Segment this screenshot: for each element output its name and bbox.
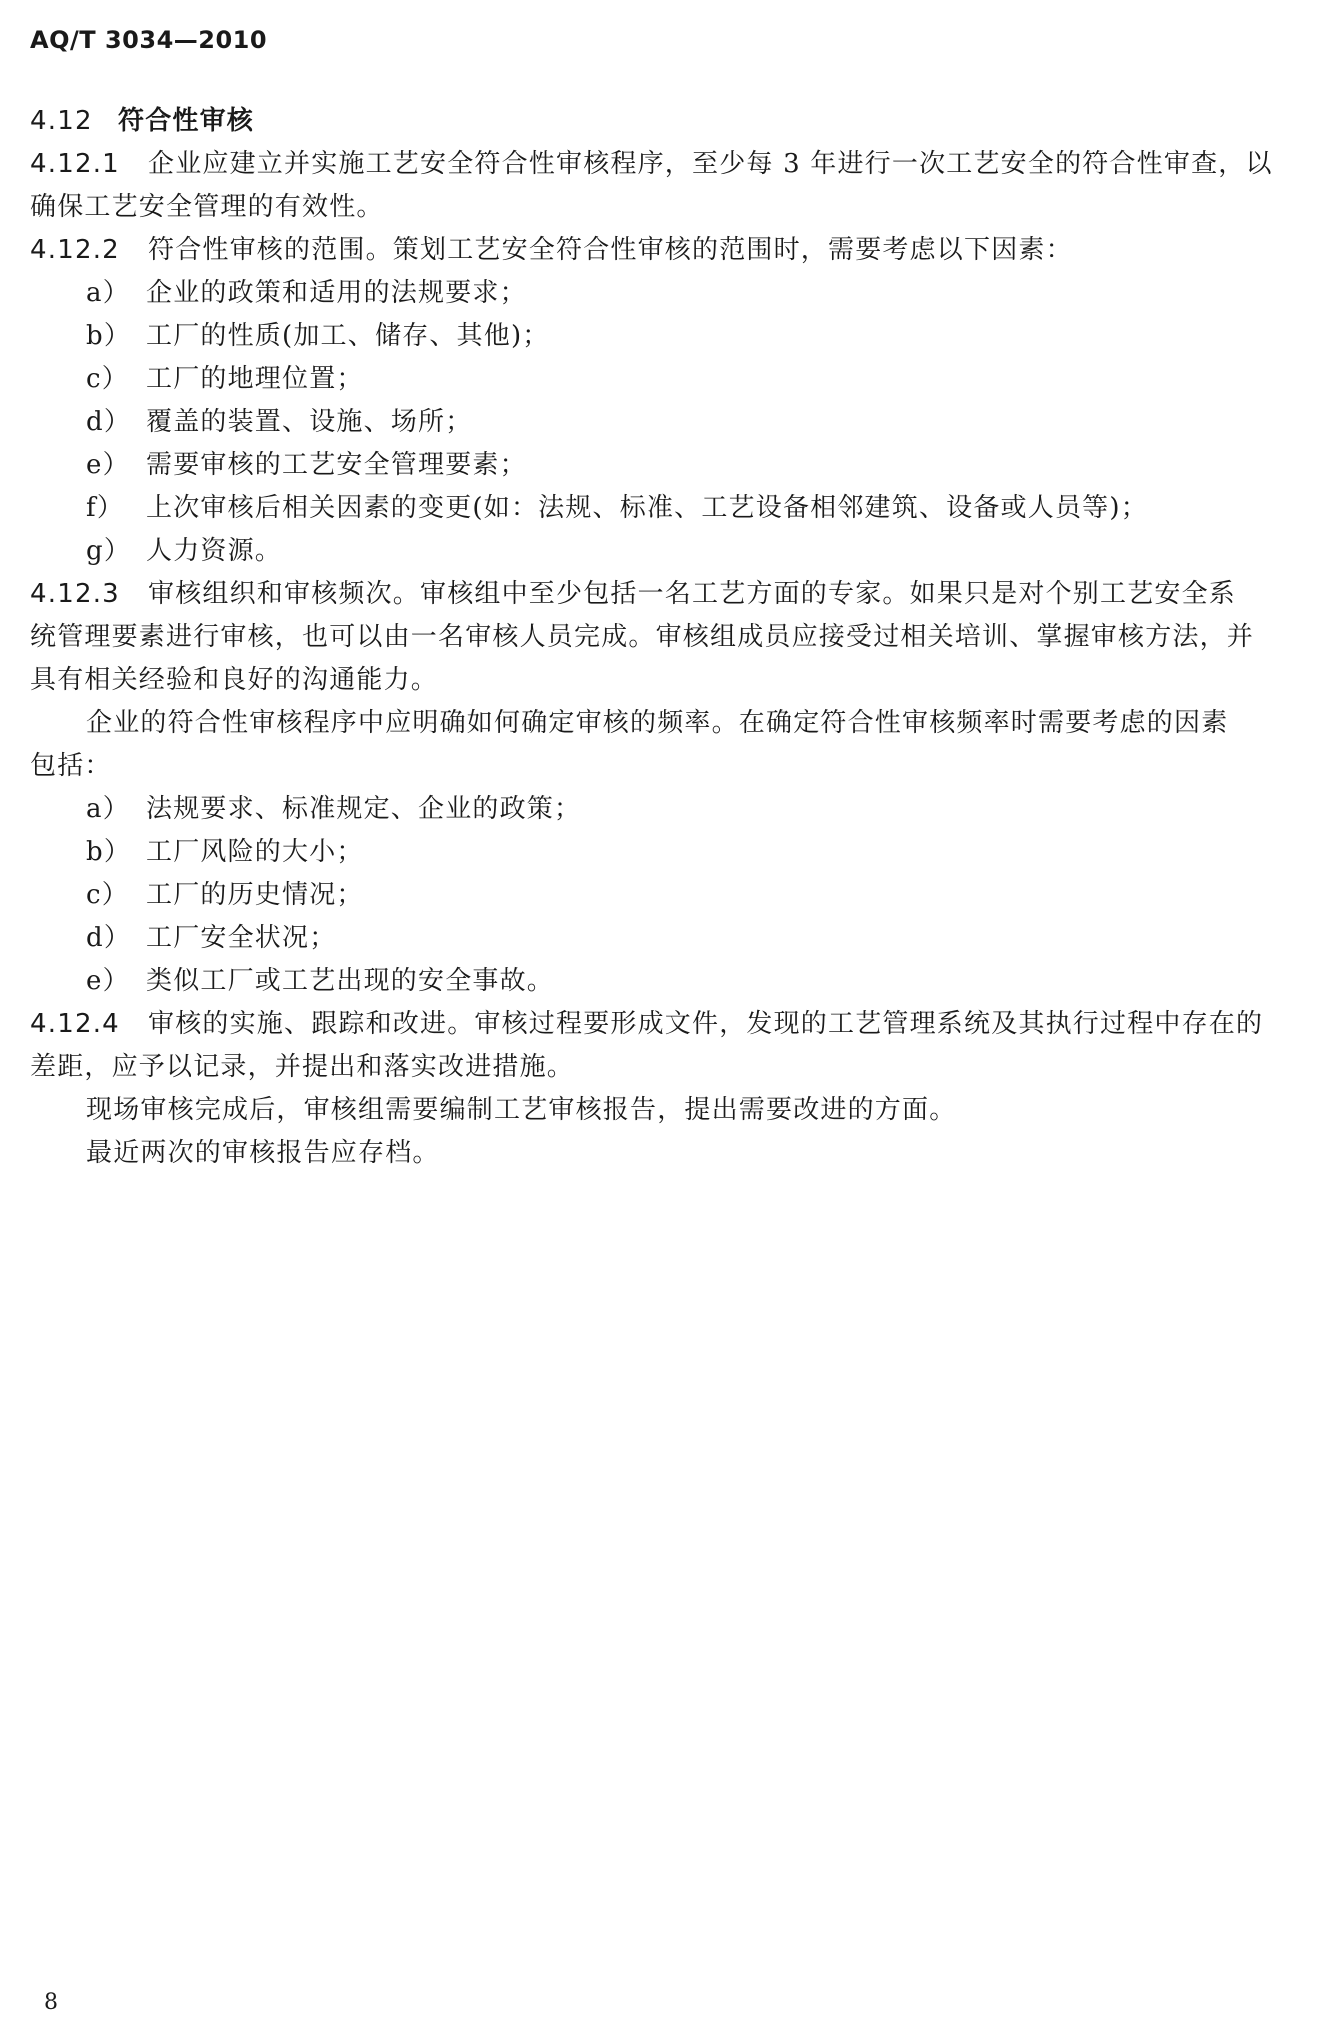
- list-item-text: 工厂的地理位置；: [146, 364, 364, 394]
- clause-number: 4.12.2: [30, 235, 120, 265]
- clause-4-12-1: [30, 143, 1308, 186]
- clause-number: 4.12.4: [30, 1009, 120, 1039]
- list-item: [30, 960, 1308, 1003]
- clause-text: 审核组织和审核频次。审核组中至少包括一名工艺方面的专家。如果只是对个别工艺安全系: [148, 579, 1237, 609]
- list-item-text: 工厂的性质(加工、储存、其他)；: [146, 321, 550, 351]
- list-item-text: 上次审核后相关因素的变更(如：法规、标准、工艺设备相邻建筑、设备或人员等)；: [146, 493, 1148, 523]
- clause-number: 4.12.1: [30, 149, 120, 179]
- list-item-label: e）: [86, 966, 130, 996]
- list-item-label: b）: [86, 837, 132, 867]
- list-item: [30, 831, 1308, 874]
- list-item: [30, 874, 1308, 917]
- clause-4-12-2: [30, 229, 1308, 272]
- clause-4-12-4: [30, 1003, 1308, 1046]
- list-item-label: g）: [86, 536, 132, 566]
- clause-text-continued: 确保工艺安全管理的有效性。: [30, 192, 384, 222]
- document-body: [30, 100, 1308, 1175]
- list-item-label: a）: [86, 278, 130, 308]
- list-item-text: 需要审核的工艺安全管理要素；: [146, 450, 527, 480]
- list-item-text: 企业的政策和适用的法规要求；: [146, 278, 527, 308]
- list-item-text: 类似工厂或工艺出现的安全事故。: [146, 966, 555, 996]
- list-item-label: f）: [86, 493, 125, 523]
- list-item: [30, 358, 1308, 401]
- page-number: 8: [44, 1990, 58, 2015]
- list-item-label: a）: [86, 794, 130, 824]
- list-item-label: c）: [86, 880, 129, 910]
- clause-text-continued: 差距，应予以记录，并提出和落实改进措施。: [30, 1052, 575, 1082]
- list-item-label: d）: [86, 923, 132, 953]
- clause-text-continued: 具有相关经验和良好的沟通能力。: [30, 665, 439, 695]
- list-item: [30, 917, 1308, 960]
- paragraph: 现场审核完成后，审核组需要编制工艺审核报告，提出需要改进的方面。: [86, 1095, 957, 1125]
- section-number: 4.12: [30, 106, 93, 136]
- list-item-text: 工厂风险的大小；: [146, 837, 364, 867]
- list-item-label: e）: [86, 450, 130, 480]
- list-item: [30, 487, 1308, 530]
- section-title: 符合性审核: [118, 106, 255, 136]
- paragraph-continued: 包括：: [30, 751, 112, 781]
- paragraph: 最近两次的审核报告应存档。: [86, 1138, 440, 1168]
- list-item-label: d）: [86, 407, 132, 437]
- list-item: [30, 272, 1308, 315]
- clause-number: 4.12.3: [30, 579, 120, 609]
- list-item: [30, 788, 1308, 831]
- clause-text: 审核的实施、跟踪和改进。审核过程要形成文件，发现的工艺管理系统及其执行过程中存在的: [148, 1009, 1264, 1039]
- section-heading: [30, 100, 1308, 143]
- list-item: [30, 401, 1308, 444]
- clause-text: 符合性审核的范围。策划工艺安全符合性审核的范围时，需要考虑以下因素：: [148, 235, 1073, 265]
- list-item-text: 工厂安全状况；: [146, 923, 337, 953]
- list-item-text: 工厂的历史情况；: [146, 880, 364, 910]
- list-item-text: 覆盖的装置、设施、场所；: [146, 407, 473, 437]
- clause-4-12-3: [30, 573, 1308, 616]
- document-code: AQ/T 3034—2010: [30, 26, 268, 54]
- list-item: [30, 444, 1308, 487]
- list-item-label: c）: [86, 364, 129, 394]
- clause-text: 企业应建立并实施工艺安全符合性审核程序，至少每 3 年进行一次工艺安全的符合性审查，以: [148, 149, 1273, 179]
- list-item-text: 人力资源。: [146, 536, 283, 566]
- paragraph: 企业的符合性审核程序中应明确如何确定审核的频率。在确定符合性审核频率时需要考虑的因素: [86, 708, 1229, 738]
- list-item: [30, 530, 1308, 573]
- list-item-text: 法规要求、标准规定、企业的政策；: [146, 794, 582, 824]
- list-item: [30, 315, 1308, 358]
- clause-text-continued: 统管理要素进行审核，也可以由一名审核人员完成。审核组成员应接受过相关培训、掌握审核方法，并: [30, 622, 1255, 652]
- list-item-label: b）: [86, 321, 132, 351]
